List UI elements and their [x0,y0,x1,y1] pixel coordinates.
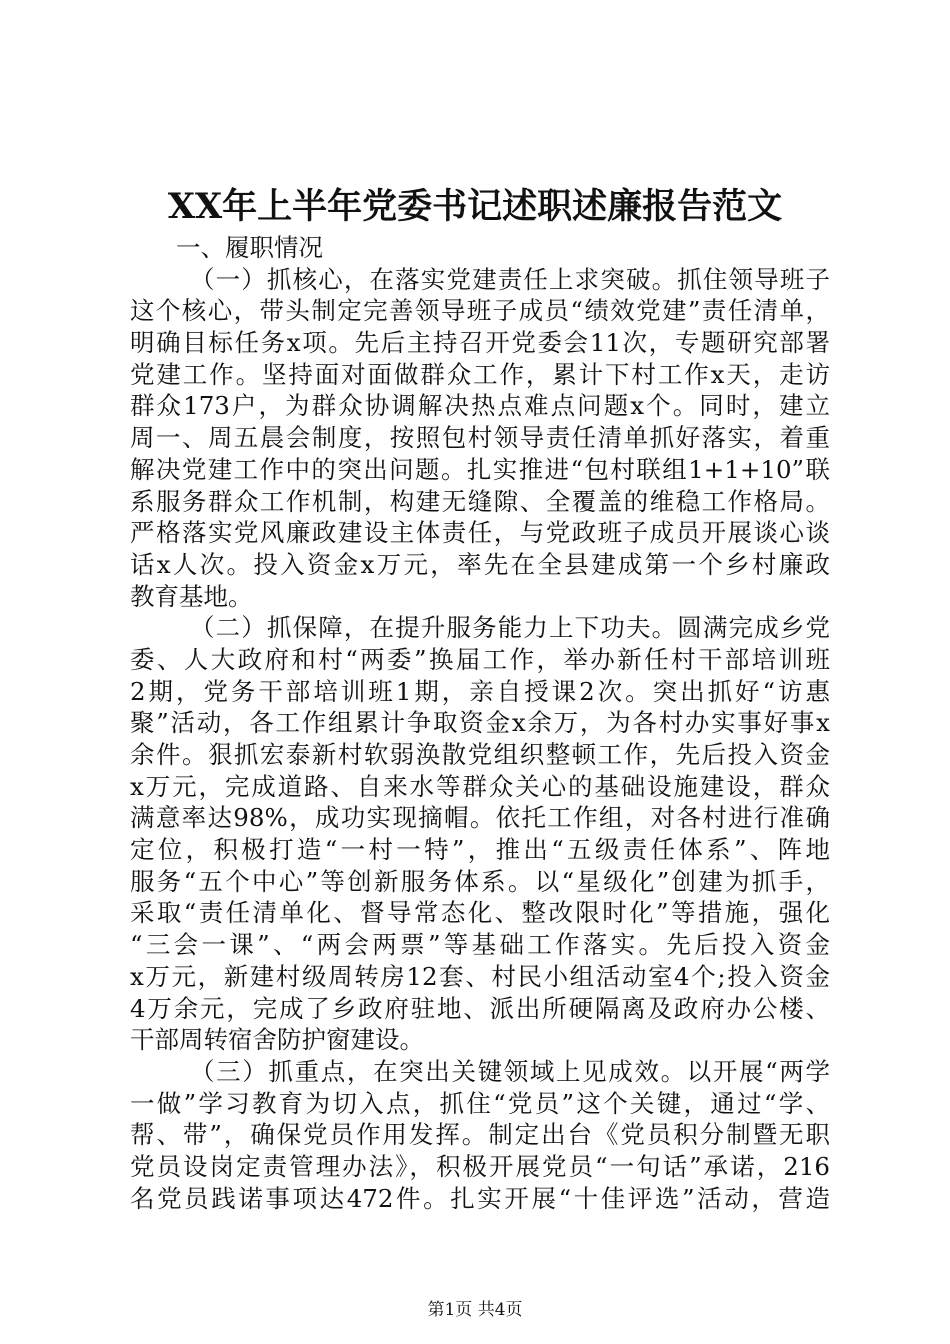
paragraph-line: （一）抓核心，在落实党建责任上求突破。抓住领导班子 [190,264,830,294]
paragraph-line: 周一、周五晨会制度，按照包村领导责任清单抓好落实，着重 [130,423,830,453]
paragraph-line: 党员设岗定责管理办法》，积极开展党员“一句话”承诺，216 [130,1151,830,1181]
paragraph-line: x万元，新建村级周转房12套、村民小组活动室4个;投入资金 [130,961,830,991]
paragraph-line: 话x人次。投入资金x万元，率先在全县建成第一个乡村廉政 [130,549,830,579]
paragraph-line: 余件。狠抓宏泰新村软弱涣散党组织整顿工作，先后投入资金 [130,740,830,769]
paragraph-line: 一做”学习教育为切入点，抓住“党员”这个关键，通过“学、 [130,1088,830,1118]
paragraph-line: x万元，完成道路、自来水等群众关心的基础设施建设，群众 [130,771,830,801]
paragraph-line: 4万余元，完成了乡政府驻地、派出所硬隔离及政府办公楼、 [130,993,830,1023]
paragraph-line: 教育基地。 [130,581,253,611]
paragraph-line: 严格落实党风廉政建设主体责任，与党政班子成员开展谈心谈 [130,518,830,548]
section-heading: 一、履职情况 [176,233,323,262]
paragraph-line: 群众173户，为群众协调解决热点难点问题x个。同时，建立 [130,391,830,421]
paragraph-line: 聚”活动，各工作组累计争取资金x余万，为各村办实事好事x [130,708,830,738]
paragraph-line: 定位，积极打造“一村一特”，推出“五级责任体系”、阵地 [130,835,830,865]
paragraph-line: 干部周转宿舍防护窗建设。 [130,1025,424,1055]
paragraph-line: （三）抓重点，在突出关键领域上见成效。以开展“两学 [190,1056,830,1086]
paragraph-line: 委、人大政府和村“两委”换届工作，举办新任村干部培训班 [130,644,830,674]
paragraph-line: 服务“五个中心”等创新服务体系。以“星级化”创建为抓手， [130,866,830,896]
paragraph-line: （二）抓保障，在提升服务能力上下功夫。圆满完成乡党 [190,613,830,643]
page-footer: 第1页 共4页 [427,1300,523,1320]
paragraph-line: “三会一课”、“两会两票”等基础工作落实。先后投入资金 [130,930,830,960]
paragraph-line: 明确目标任务x项。先后主持召开党委会11次，专题研究部署 [130,328,830,358]
paragraph-line: 2期，党务干部培训班1期，亲自授课2次。突出抓好“访惠 [130,676,830,706]
paragraph-line: 解决党建工作中的突出问题。扎实推进“包村联组1+1+10”联 [130,454,830,484]
paragraph-line: 采取“责任清单化、督导常态化、整改限时化”等措施，强化 [130,898,830,928]
paragraph-line: 系服务群众工作机制，构建无缝隙、全覆盖的维稳工作格局。 [130,486,830,516]
paragraph-line: 名党员践诺事项达472件。扎实开展“十佳评选”活动，营造 [130,1183,830,1213]
paragraph-line: 这个核心，带头制定完善领导班子成员“绩效党建”责任清单， [130,296,830,326]
document-body [130,232,830,1214]
paragraph-line: 帮、带”，确保党员作用发挥。制定出台《党员积分制暨无职 [130,1120,830,1150]
paragraph-line: 党建工作。坚持面对面做群众工作，累计下村工作x天，走访 [130,359,830,389]
paragraph-line: 满意率达98%，成功实现摘帽。依托工作组，对各村进行准确 [130,803,830,833]
document-title: XX年上半年党委书记述职述廉报告范文 [167,186,783,227]
